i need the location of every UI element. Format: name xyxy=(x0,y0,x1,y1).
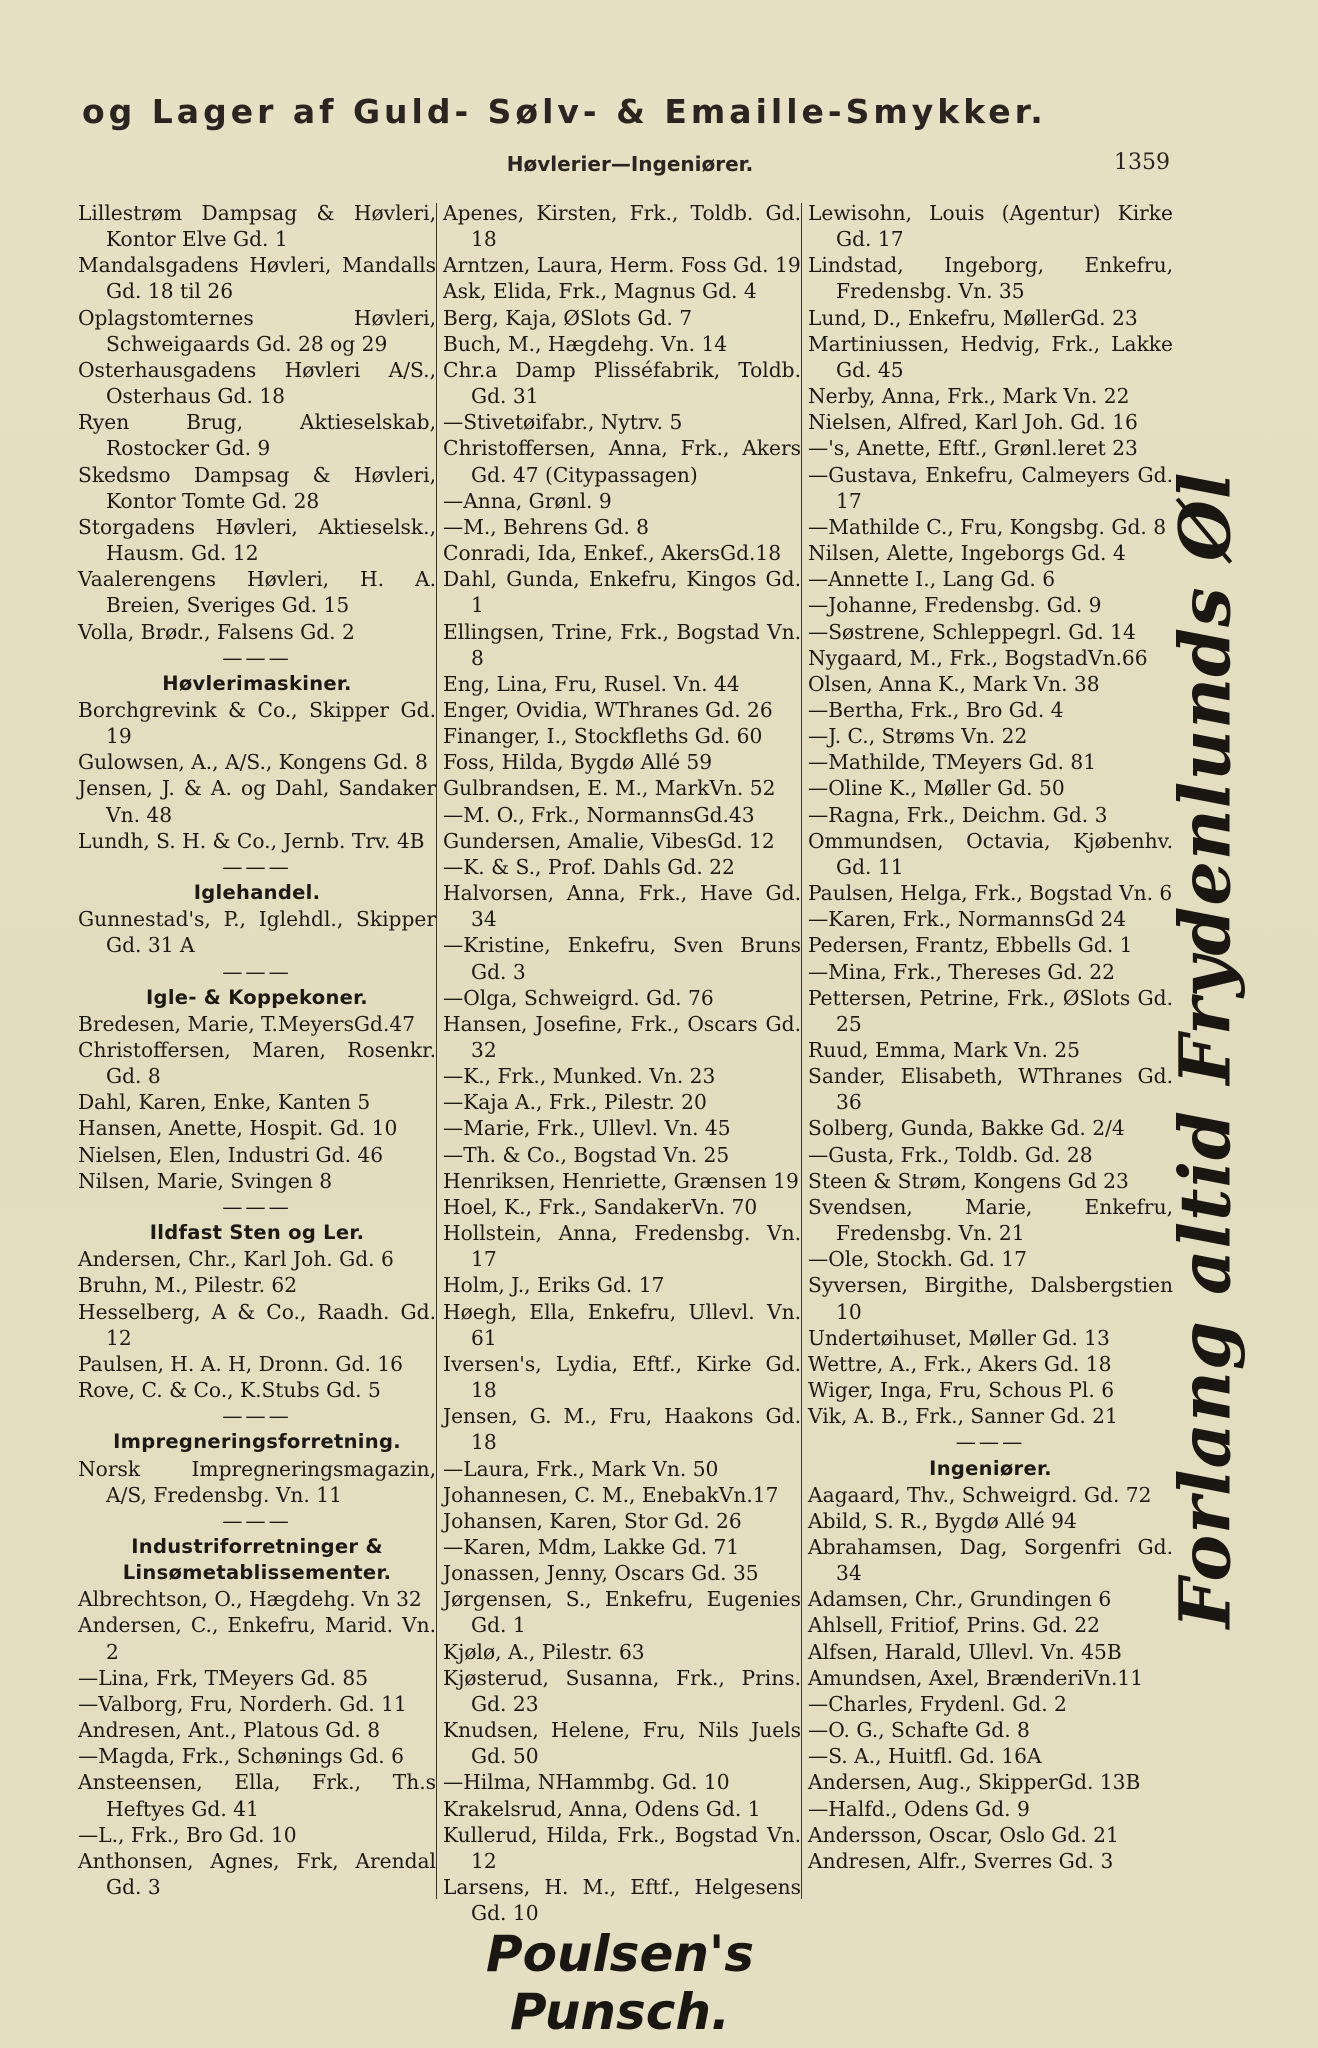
directory-entry: Ryen Brug, Aktieselskab, Rostocker Gd. 9 xyxy=(78,410,436,461)
directory-entry: —J. C., Strøms Vn. 22 xyxy=(808,724,1028,749)
directory-entry: Iversen's, Lydia, Eftf., Kirke Gd. 18 xyxy=(443,1351,801,1403)
directory-entry: Buch, M., Hægdehg. Vn. 14 xyxy=(443,331,728,356)
section-heading: Igle- & Koppekoner. xyxy=(146,985,368,1009)
page-number: 1359 xyxy=(1114,150,1170,175)
directory-entry: —Mathilde C., Fru, Kongsbg. Gd. 8 xyxy=(808,514,1167,539)
directory-entry: Nilsen, Marie, Svingen 8 xyxy=(78,1168,333,1193)
directory-entry: Bredesen, Marie, T.MeyersGd.47 xyxy=(78,1011,416,1036)
column-1 xyxy=(78,200,436,1900)
section-separator: ——— xyxy=(222,1404,292,1429)
directory-entry: —Gustava, Enkefru, Calmeyers Gd. 17 xyxy=(808,462,1173,513)
directory-entry: Dahl, Karen, Enke, Kanten 5 xyxy=(78,1090,371,1115)
directory-entry: Ommundsen, Octavia, Kjøbenhv. Gd. 11 xyxy=(808,828,1173,879)
directory-entry: —Marie, Frk., Ullevl. Vn. 45 xyxy=(443,1116,731,1141)
directory-entry: Larsens, H. M., Eftf., Helgesens Gd. 10 xyxy=(443,1875,801,1926)
section-heading: Høvlerimaskiner. xyxy=(162,671,352,695)
directory-entry: Hesselberg, A & Co., Raadh. Gd. 12 xyxy=(78,1299,436,1350)
directory-entry: Volla, Brødr., Falsens Gd. 2 xyxy=(78,619,355,644)
directory-entry: Krakelsrud, Anna, Odens Gd. 1 xyxy=(443,1796,761,1821)
directory-entry: —Mina, Frk., Thereses Gd. 22 xyxy=(808,959,1115,984)
section-separator: ——— xyxy=(222,1508,292,1533)
directory-entry: Pedersen, Frantz, Ebbells Gd. 1 xyxy=(808,933,1133,958)
directory-entry: Apenes, Kirsten, Frk., Toldb. Gd. 18 xyxy=(443,201,801,252)
directory-entry: Johannesen, C. M., EnebakVn.17 xyxy=(443,1482,779,1507)
directory-entry: Lillestrøm Dampsag & Høvleri, Kontor Elve Gd. 1 xyxy=(78,201,436,252)
directory-entry: Albrechtson, O., Hægdehg. Vn 32 xyxy=(78,1587,422,1612)
directory-entry: Nilsen, Alette, Ingeborgs Gd. 4 xyxy=(808,541,1126,566)
directory-entry: Martiniussen, Hedvig, Frk., Lakke Gd. 45 xyxy=(808,331,1173,382)
section-heading: Ildfast Sten og Ler. xyxy=(149,1221,365,1245)
directory-entry: Solberg, Gunda, Bakke Gd. 2/4 xyxy=(808,1116,1125,1141)
directory-entry: Abild, S. R., Bygdø Allé 94 xyxy=(808,1508,1077,1533)
directory-entry: —Oline K., Møller Gd. 50 xyxy=(808,776,1065,801)
section-separator: ——— xyxy=(222,959,292,984)
column-divider xyxy=(436,203,437,1899)
column-3 xyxy=(808,200,1173,1874)
bottom-advertisement: Poulsen's Punsch. xyxy=(485,1925,755,2041)
directory-entry: Pettersen, Petrine, Frk., ØSlots Gd. 25 xyxy=(808,985,1173,1036)
directory-entry: —L., Frk., Bro Gd. 10 xyxy=(78,1822,297,1847)
directory-entry: Storgadens Høvleri, Aktieselsk., Hausm. Gd. 12 xyxy=(78,514,436,566)
directory-entry: Enger, Ovidia, WThranes Gd. 26 xyxy=(443,697,773,722)
section-separator: ——— xyxy=(222,854,292,879)
directory-entry: Rove, C. & Co., K.Stubs Gd. 5 xyxy=(78,1378,381,1403)
directory-entry: Christoffersen, Maren, Rosenkr. Gd. 8 xyxy=(78,1038,436,1089)
directory-entry: —M. O., Frk., NormannsGd.43 xyxy=(443,802,755,827)
directory-entry: Sander, Elisabeth, WThranes Gd. 36 xyxy=(808,1064,1173,1115)
directory-entry: —M., Behrens Gd. 8 xyxy=(443,514,649,539)
section-separator: ——— xyxy=(222,645,292,670)
directory-entry: Nielsen, Elen, Industri Gd. 46 xyxy=(78,1142,384,1167)
directory-entry: Nygaard, M., Frk., BogstadVn.66 xyxy=(808,645,1148,670)
directory-entry: —S. A., Huitfl. Gd. 16A xyxy=(808,1744,1042,1769)
directory-entry: Bruhn, M., Pilestr. 62 xyxy=(78,1273,298,1298)
directory-entry: —Ole, Stockh. Gd. 17 xyxy=(808,1247,1028,1272)
directory-entry: Gulbrandsen, E. M., MarkVn. 52 xyxy=(443,776,776,801)
directory-entry: Ahlsell, Fritiof, Prins. Gd. 22 xyxy=(808,1613,1100,1638)
directory-entry: Ruud, Emma, Mark Vn. 25 xyxy=(808,1038,1080,1062)
directory-entry: Ansteensen, Ella, Frk., Th.s Heftyes Gd. 41 xyxy=(78,1770,436,1821)
directory-entry: —Johanne, Fredensbg. Gd. 9 xyxy=(808,593,1102,618)
directory-entry: Kullerud, Hilda, Frk., Bogstad Vn. 12 xyxy=(443,1822,801,1873)
directory-entry: Lindstad, Ingeborg, Enkefru, Fredensbg. Vn. 35 xyxy=(808,253,1173,304)
section-heading: Iglehandel. xyxy=(193,881,321,905)
directory-entry: Holm, J., Eriks Gd. 17 xyxy=(443,1273,665,1298)
directory-entry: Gunnestad's, P., Iglehdl., Skipper Gd. 31 A xyxy=(78,907,436,958)
directory-entry: Amundsen, Axel, BrænderiVn.11 xyxy=(808,1665,1144,1690)
directory-entry: —Bertha, Frk., Bro Gd. 4 xyxy=(808,697,1064,722)
directory-entry: Jensen, G. M., Fru, Haakons Gd. 18 xyxy=(443,1404,801,1455)
directory-entry: Wiger, Inga, Fru, Schous Pl. 6 xyxy=(808,1378,1115,1403)
directory-entry: —Hilma, NHammbg. Gd. 10 xyxy=(443,1770,730,1795)
directory-entry: —Mathilde, TMeyers Gd. 81 xyxy=(808,750,1097,775)
directory-entry: —Th. & Co., Bogstad Vn. 25 xyxy=(443,1142,730,1167)
directory-entry: Henriksen, Henriette, Grænsen 19 xyxy=(443,1168,799,1193)
running-head: Høvlerier—Ingeniører. xyxy=(506,152,754,176)
directory-entry: Vik, A. B., Frk., Sanner Gd. 21 xyxy=(808,1404,1118,1429)
directory-entry: Christoffersen, Anna, Frk., Akers Gd. 47 (Citypassagen) xyxy=(443,436,801,487)
directory-entry: Andresen, Ant., Platous Gd. 8 xyxy=(78,1718,381,1743)
directory-entry: Norsk Impregneringsmagazin, A/S, Fredensbg. Vn. 11 xyxy=(78,1456,436,1507)
directory-entry: Svendsen, Marie, Enkefru, Fredensbg. Vn. 21 xyxy=(808,1194,1173,1246)
directory-entry: —Søstrene, Schleppegrl. Gd. 14 xyxy=(808,619,1136,644)
directory-entry: Abrahamsen, Dag, Sorgenfri Gd. 34 xyxy=(808,1534,1173,1586)
directory-entry: Syversen, Birgithe, Dalsbergstien 10 xyxy=(808,1273,1173,1324)
column-divider xyxy=(801,203,802,1899)
directory-entry: Hansen, Anette, Hospit. Gd. 10 xyxy=(78,1116,398,1141)
directory-entry: Gulowsen, A., A/S., Kongens Gd. 8 xyxy=(78,750,428,775)
directory-entry: Alfsen, Harald, Ullevl. Vn. 45B xyxy=(808,1639,1122,1664)
directory-entry: Jensen, J. & A. og Dahl, Sandaker Vn. 48 xyxy=(78,776,436,827)
directory-entry: Ellingsen, Trine, Frk., Bogstad Vn. 8 xyxy=(443,619,801,670)
directory-entry: —K. & S., Prof. Dahls Gd. 22 xyxy=(443,854,735,879)
directory-entry: Andersen, Aug., SkipperGd. 13B xyxy=(808,1770,1141,1795)
directory-entry: Foss, Hilda, Bygdø Allé 59 xyxy=(443,750,713,775)
directory-entry: Vaalerengens Høvleri, H. A. Breien, Sveriges Gd. 15 xyxy=(78,567,436,618)
directory-entry: Berg, Kaja, ØSlots Gd. 7 xyxy=(443,305,693,330)
directory-entry: Nerby, Anna, Frk., Mark Vn. 22 xyxy=(808,384,1130,409)
directory-entry: Lewisohn, Louis (Agentur) Kirke Gd. 17 xyxy=(808,201,1173,252)
directory-entry: Osterhausgadens Høvleri A/S., Osterhaus Gd. 18 xyxy=(78,357,436,409)
directory-entry: —Charles, Frydenl. Gd. 2 xyxy=(808,1691,1067,1716)
directory-entry: Arntzen, Laura, Herm. Foss Gd. 19 xyxy=(443,253,801,278)
directory-entry: Jørgensen, S., Enkefru, Eugenies Gd. 1 xyxy=(443,1587,801,1638)
directory-entry: Olsen, Anna K., Mark Vn. 38 xyxy=(808,671,1100,696)
directory-entry: Undertøihuset, Møller Gd. 13 xyxy=(808,1325,1110,1350)
directory-entry: —Karen, Frk., NormannsGd 24 xyxy=(808,907,1127,932)
directory-entry: Ask, Elida, Frk., Magnus Gd. 4 xyxy=(443,279,757,304)
section-heading: Impregneringsforretning. xyxy=(113,1430,401,1454)
directory-entry: —Laura, Frk., Mark Vn. 50 xyxy=(443,1456,719,1481)
directory-entry: Skedsmo Dampsag & Høvleri, Kontor Tomte Gd. 28 xyxy=(78,462,436,513)
directory-entry: —Magda, Frk., Schønings Gd. 6 xyxy=(78,1744,404,1769)
directory-entry: Finanger, I., Stockfleths Gd. 60 xyxy=(443,724,763,749)
section-separator: ——— xyxy=(222,1194,292,1219)
directory-entry: Adamsen, Chr., Grundingen 6 xyxy=(808,1587,1112,1612)
directory-entry: —Lina, Frk, TMeyers Gd. 85 xyxy=(78,1665,369,1690)
directory-entry: Gundersen, Amalie, VibesGd. 12 xyxy=(443,828,775,853)
directory-entry: Wettre, A., Frk., Akers Gd. 18 xyxy=(808,1351,1112,1376)
directory-entry: Hoel, K., Frk., SandakerVn. 70 xyxy=(443,1194,758,1219)
section-heading: Ingeniører. xyxy=(929,1456,1052,1480)
directory-entry: Hollstein, Anna, Fredensbg. Vn. 17 xyxy=(443,1221,801,1272)
directory-entry: Andresen, Alfr., Sverres Gd. 3 xyxy=(808,1848,1114,1873)
directory-entry: Andersen, C., Enkefru, Marid. Vn. 2 xyxy=(78,1613,436,1664)
directory-entry: —Annette I., Lang Gd. 6 xyxy=(808,567,1056,592)
directory-entry: —Kristine, Enkefru, Sven Bruns Gd. 3 xyxy=(443,933,801,984)
directory-entry: Hansen, Josefine, Frk., Oscars Gd. 32 xyxy=(443,1011,801,1062)
directory-entry: —Karen, Mdm, Lakke Gd. 71 xyxy=(443,1534,740,1559)
directory-entry: —Halfd., Odens Gd. 9 xyxy=(808,1796,1030,1821)
directory-entry: Jonassen, Jenny, Oscars Gd. 35 xyxy=(443,1561,759,1586)
side-advertisement-text: Forlang altid Frydenlunds Øl xyxy=(1163,471,1247,1629)
directory-entry: —Kaja A., Frk., Pilestr. 20 xyxy=(443,1090,707,1115)
directory-entry: Knudsen, Helene, Fru, Nils Juels Gd. 50 xyxy=(443,1718,801,1769)
directory-entry: Mandalsgadens Høvleri, Mandalls Gd. 18 til 26 xyxy=(78,253,436,304)
directory-entry: —Anna, Grønl. 9 xyxy=(443,488,612,513)
directory-entry: Lundh, S. H. & Co., Jernb. Trv. 4B xyxy=(78,828,425,853)
directory-entry: Høegh, Ella, Enkefru, Ullevl. Vn. 61 xyxy=(443,1299,801,1350)
directory-entry: Paulsen, Helga, Frk., Bogstad Vn. 6 xyxy=(808,881,1173,906)
directory-entry: Andersson, Oscar, Oslo Gd. 21 xyxy=(808,1822,1119,1847)
directory-entry: Johansen, Karen, Stor Gd. 26 xyxy=(443,1508,742,1533)
directory-entry: Andersen, Chr., Karl Joh. Gd. 6 xyxy=(78,1247,394,1272)
directory-entry: —Ragna, Frk., Deichm. Gd. 3 xyxy=(808,802,1108,827)
directory-entry: —Gusta, Frk., Toldb. Gd. 28 xyxy=(808,1142,1093,1167)
directory-entry: —Valborg, Fru, Norderh. Gd. 11 xyxy=(78,1691,407,1716)
directory-entry: Dahl, Gunda, Enkefru, Kingos Gd. 1 xyxy=(443,567,801,618)
directory-entry: —'s, Anette, Eftf., Grønl.leret 23 xyxy=(808,436,1138,461)
directory-entry: Steen & Strøm, Kongens Gd 23 xyxy=(808,1168,1129,1193)
directory-entry: Nielsen, Alfred, Karl Joh. Gd. 16 xyxy=(808,410,1138,435)
directory-entry: Aagaard, Thv., Schweigrd. Gd. 72 xyxy=(808,1482,1152,1507)
directory-entry: Paulsen, H. A. H, Dronn. Gd. 16 xyxy=(78,1351,404,1376)
directory-entry: Kjølø, A., Pilestr. 63 xyxy=(443,1639,645,1664)
directory-entry: Anthonsen, Agnes, Frk, Arendal Gd. 3 xyxy=(78,1848,436,1899)
section-heading: Industriforretninger & Linsømetablissementer. xyxy=(122,1534,392,1585)
top-banner-ad: og Lager af Guld- Sølv- & Emaille-Smykker. xyxy=(82,92,1047,131)
section-separator: ——— xyxy=(955,1430,1026,1455)
column-2 xyxy=(443,200,801,1926)
directory-entry: —K., Frk., Munked. Vn. 23 xyxy=(443,1064,716,1089)
directory-entry: Halvorsen, Anna, Frk., Have Gd. 34 xyxy=(443,881,801,932)
directory-entry: Kjøsterud, Susanna, Frk., Prins. Gd. 23 xyxy=(443,1665,801,1716)
directory-entry: Borchgrevink & Co., Skipper Gd. 19 xyxy=(78,697,436,749)
directory-entry: Lund, D., Enkefru, MøllerGd. 23 xyxy=(808,305,1138,330)
directory-entry: Conradi, Ida, Enkef., AkersGd.18 xyxy=(443,541,782,566)
directory-entry: Eng, Lina, Fru, Rusel. Vn. 44 xyxy=(443,671,740,696)
directory-entry: —O. G., Schafte Gd. 8 xyxy=(808,1718,1030,1743)
directory-entry: Oplagstomternes Høvleri, Schweigaards Gd. 28 og 29 xyxy=(78,305,436,356)
directory-entry: —Stivetøifabr., Nytrv. 5 xyxy=(443,410,683,435)
directory-entry: Chr.a Damp Plisséfabrik, Toldb. Gd. 31 xyxy=(443,357,801,409)
directory-entry: —Olga, Schweigrd. Gd. 76 xyxy=(443,985,714,1010)
